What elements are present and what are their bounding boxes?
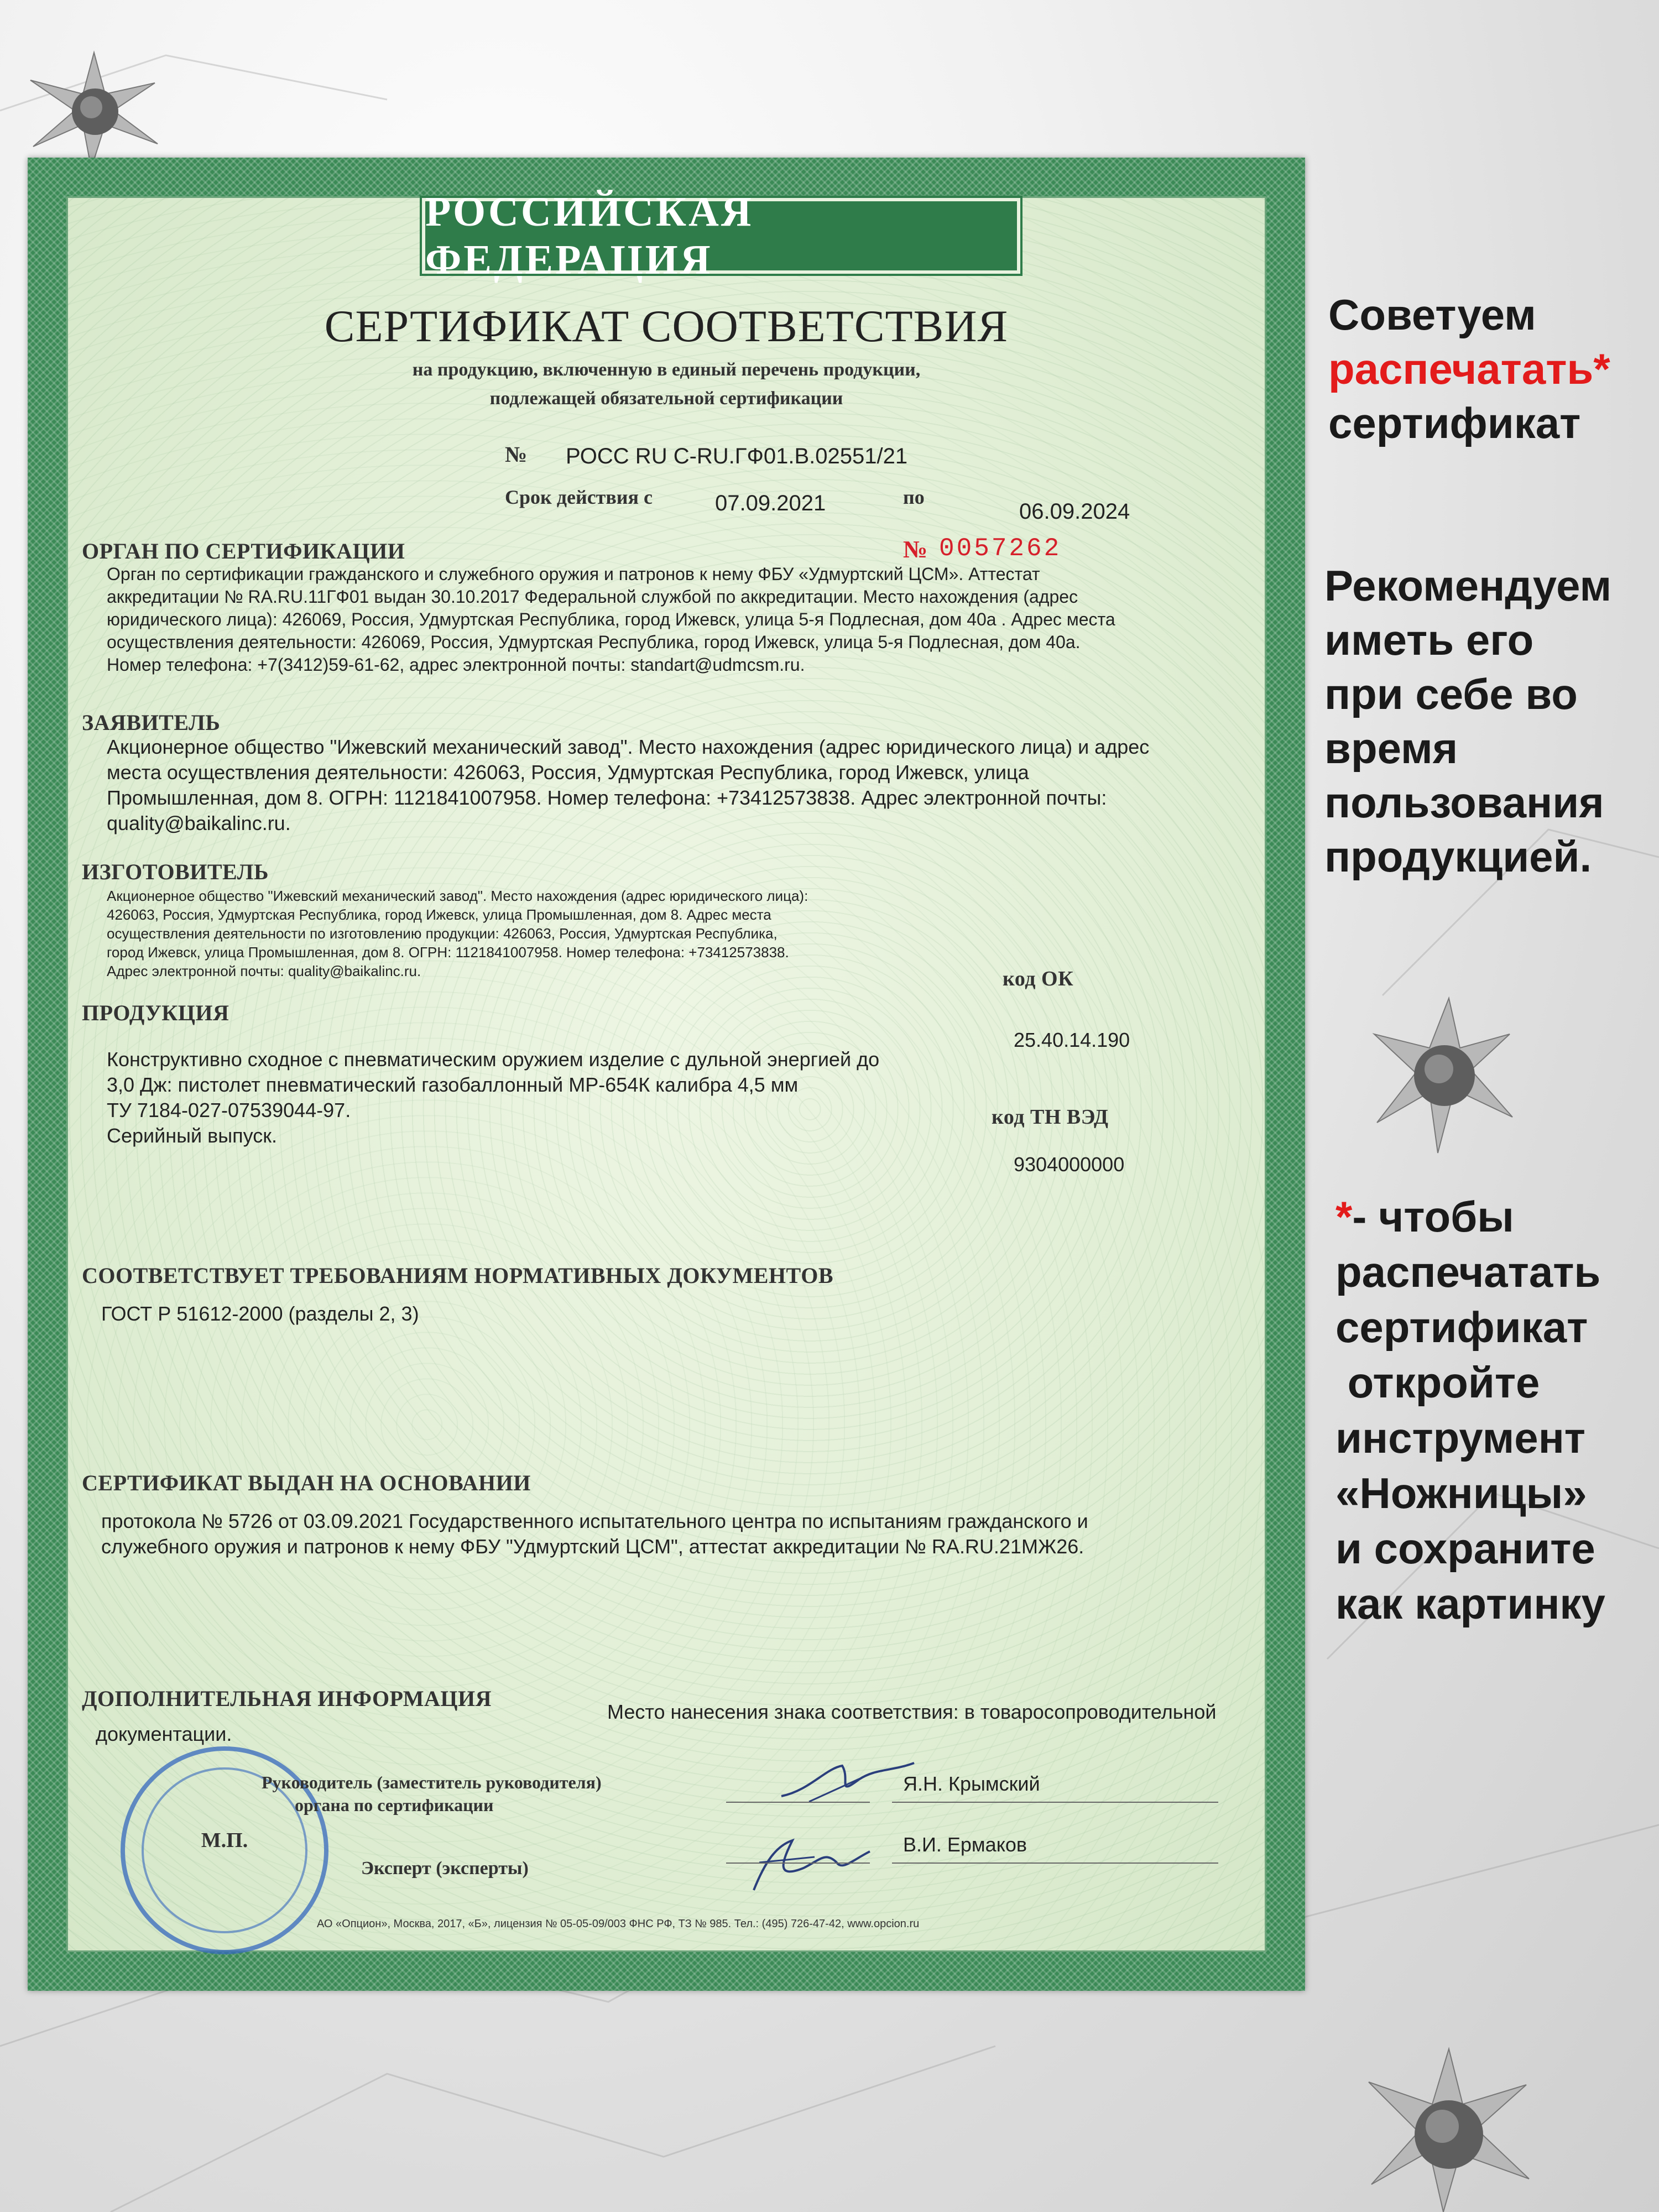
basis-heading: СЕРТИФИКАТ ВЫДАН НА ОСНОВАНИИ bbox=[82, 1470, 531, 1495]
note-line: Советуем bbox=[1328, 290, 1536, 339]
certificate-number: РОСС RU С-RU.ГФ01.В.02551/21 bbox=[566, 444, 908, 468]
signature-expert bbox=[743, 1829, 881, 1901]
note-line: продукцией. bbox=[1324, 832, 1592, 881]
text-line: аккредитации № RA.RU.11ГФ01 выдан 30.10.2017 Федеральной службой по аккредитации. Место нахождения (адрес bbox=[107, 587, 1078, 607]
additional-heading: ДОПОЛНИТЕЛЬНАЯ ИНФОРМАЦИЯ bbox=[82, 1686, 492, 1711]
note-line: откройте bbox=[1335, 1358, 1540, 1407]
banner-russian-federation: РОССИЙСКАЯ ФЕДЕРАЦИЯ bbox=[422, 198, 1020, 274]
text-line: юридического лица): 426069, Россия, Удмуртская Республика, город Ижевск, улица 5-я Подлесная, дом 40а . Адрес места bbox=[107, 609, 1115, 629]
expert-name: В.И. Ермаков bbox=[903, 1833, 1027, 1856]
okpd-label: код ОК bbox=[1003, 967, 1074, 990]
note-line: и сохраните bbox=[1335, 1524, 1595, 1573]
note-line: Рекомендуем bbox=[1324, 561, 1612, 610]
valid-from: 07.09.2021 bbox=[715, 491, 826, 515]
text-line: 426063, Россия, Удмуртская Республика, город Ижевск, улица Промышленная, дом 8. Адрес места bbox=[107, 906, 771, 923]
additional-text: Место нанесения знака соответствия: в товаросопроводительной bbox=[607, 1700, 1217, 1723]
note-line-highlight: распечатать* bbox=[1328, 345, 1610, 393]
okpd-code: 25.40.14.190 bbox=[1014, 1029, 1130, 1051]
text-line: осуществления деятельности: 426069, Россия, Удмуртская Республика, город Ижевск, улица 5-я Подлесная, дом 40а. bbox=[107, 632, 1081, 652]
text-line: Адрес электронной почты: quality@baikalinc.ru. bbox=[107, 963, 421, 979]
product-text bbox=[107, 1047, 879, 1149]
tnved-code: 9304000000 bbox=[1014, 1153, 1125, 1176]
organ-heading: ОРГАН ПО СЕРТИФИКАЦИИ bbox=[82, 539, 405, 564]
text-line: органа по сертификации bbox=[295, 1795, 494, 1815]
text-line: 3,0 Дж: пистолет пневматический газобаллонный МР-654К калибра 4,5 мм bbox=[107, 1073, 799, 1096]
note-line: распечатать bbox=[1335, 1248, 1601, 1296]
applicant-heading: ЗАЯВИТЕЛЬ bbox=[82, 710, 221, 735]
text-line: места осуществления деятельности: 426063, Россия, Удмуртская Республика, город Ижевск, улица bbox=[107, 761, 1029, 784]
name-line bbox=[892, 1802, 1218, 1803]
note-line: пользования bbox=[1324, 778, 1604, 827]
subtitle-line: подлежащей обязательной сертификации bbox=[489, 388, 843, 409]
note-line: сертификат bbox=[1328, 399, 1581, 447]
product-heading: ПРОДУКЦИЯ bbox=[82, 1000, 229, 1025]
head-label bbox=[262, 1771, 602, 1817]
manufacturer-heading: ИЗГОТОВИТЕЛЬ bbox=[82, 859, 269, 884]
text-line: ТУ 7184-027-07539044-97. bbox=[107, 1099, 351, 1121]
certificate-body bbox=[66, 188, 1266, 1952]
text-line: осуществления деятельности по изготовлению продукции: 426063, Россия, Удмуртская Республика, bbox=[107, 925, 778, 942]
note-line: инструмент bbox=[1335, 1413, 1586, 1462]
name-line bbox=[892, 1863, 1218, 1864]
text-line: Конструктивно сходное с пневматическим оружием изделие с дульной энергией до bbox=[107, 1048, 880, 1071]
note-footnote bbox=[1335, 1189, 1605, 1631]
serial-number: 0057262 bbox=[939, 534, 1062, 563]
text-line: Акционерное общество "Ижевский механический завод". Место нахождения (адрес юридического лица): bbox=[107, 888, 808, 904]
text-line: Акционерное общество "Ижевский механический завод". Место нахождения (адрес юридического лица) и адрес bbox=[107, 735, 1150, 758]
text-line: протокола № 5726 от 03.09.2021 Государственного испытательного центра по испытаниям гражданского и bbox=[101, 1510, 1088, 1532]
additional-text-cont: документации. bbox=[96, 1723, 232, 1745]
note-line: «Ножницы» bbox=[1335, 1469, 1587, 1517]
text-line: quality@baikalinc.ru. bbox=[107, 812, 291, 834]
text-line: Промышленная, дом 8. ОГРН: 1121841007958. Номер телефона: +73412573838. Адрес электронной почты: bbox=[107, 786, 1107, 809]
head-name: Я.Н. Крымский bbox=[903, 1772, 1040, 1795]
note-line: - чтобы bbox=[1352, 1192, 1514, 1241]
text-line: Серийный выпуск. bbox=[107, 1124, 277, 1147]
footer-print-info: АО «Опцион», Москва, 2017, «Б», лицензия № 05-05-09/003 ФНС РФ, ТЗ № 985. Тел.: (495) 726-47-42, www.opcion.ru bbox=[317, 1918, 920, 1930]
bullet-hole-icon bbox=[1371, 995, 1515, 1156]
asterisk: * bbox=[1335, 1192, 1353, 1241]
signature-line bbox=[726, 1863, 870, 1864]
subtitle-line: на продукцию, включенную в единый перечень продукции, bbox=[412, 359, 921, 380]
text-line: Руководитель (заместитель руководителя) bbox=[262, 1772, 602, 1792]
bullet-hole-icon bbox=[1366, 2046, 1532, 2212]
serial-label: № bbox=[903, 536, 928, 563]
tnved-label: код ТН ВЭД bbox=[992, 1105, 1109, 1129]
basis-text bbox=[101, 1509, 1088, 1559]
note-line: время bbox=[1324, 724, 1458, 773]
note-line: сертификат bbox=[1335, 1303, 1588, 1352]
stamp-label: М.П. bbox=[201, 1829, 248, 1852]
valid-to: 06.09.2024 bbox=[1019, 499, 1130, 524]
bullet-hole-icon bbox=[28, 50, 160, 171]
text-line: Орган по сертификации гражданского и служебного оружия и патронов к нему ФБУ «Удмуртский ЦСМ». Аттестат bbox=[107, 564, 1040, 584]
signature-head bbox=[776, 1757, 920, 1807]
signature-line bbox=[726, 1802, 870, 1803]
note-line: при себе во bbox=[1324, 670, 1578, 718]
certificate-subtitle bbox=[68, 356, 1265, 413]
number-label: № bbox=[505, 442, 528, 467]
text-line: Номер телефона: +7(3412)59-61-62, адрес электронной почты: standart@udmcsm.ru. bbox=[107, 655, 805, 675]
conformity-text: ГОСТ Р 51612-2000 (разделы 2, 3) bbox=[101, 1302, 419, 1325]
certificate-title: СЕРТИФИКАТ СООТВЕТСТВИЯ bbox=[324, 301, 1009, 351]
note-advise bbox=[1328, 288, 1610, 450]
text-line: город Ижевск, улица Промышленная, дом 8. ОГРН: 1121841007958. Номер телефона: +73412573838. bbox=[107, 944, 789, 961]
note-line: как картинку bbox=[1335, 1579, 1605, 1628]
note-recommend bbox=[1324, 559, 1611, 884]
expert-label: Эксперт (эксперты) bbox=[361, 1858, 529, 1879]
manufacturer-text bbox=[107, 886, 808, 980]
text-line: служебного оружия и патронов к нему ФБУ "Удмуртский ЦСМ", аттестат аккредитации № RA.RU.21МЖ26. bbox=[101, 1535, 1084, 1558]
organ-text bbox=[107, 563, 1115, 676]
note-line: иметь его bbox=[1324, 615, 1534, 664]
validity-label: Срок действия с bbox=[505, 486, 653, 508]
applicant-text bbox=[107, 734, 1149, 836]
certificate-image bbox=[28, 158, 1305, 1991]
valid-to-label: по bbox=[903, 486, 925, 508]
conformity-heading: СООТВЕТСТВУЕТ ТРЕБОВАНИЯМ НОРМАТИВНЫХ ДОКУМЕНТОВ bbox=[82, 1263, 833, 1288]
